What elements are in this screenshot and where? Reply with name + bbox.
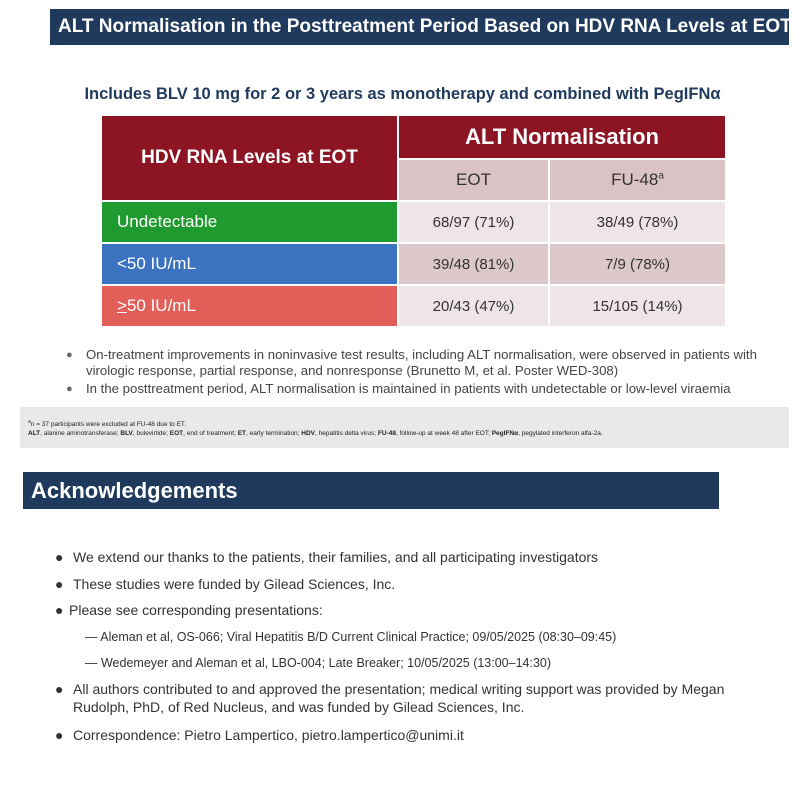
- bullet-icon: ●: [55, 681, 64, 697]
- fu48-superscript: a: [658, 170, 664, 182]
- list-item: [66, 381, 796, 397]
- abbrev-term: EOT: [169, 430, 184, 437]
- abbrev-def: , end of treatment;: [183, 430, 238, 437]
- row-label-ge50: [102, 284, 399, 326]
- list-item: [55, 726, 755, 744]
- ack-text: All authors contributed to and approved the presentation; medical writing support was provided by Megan Rudolph, PhD, of Red Nucleus, and was funded by Gilead Sciences, Inc.: [73, 681, 725, 715]
- list-item: [66, 347, 796, 379]
- cell-eot: 39/48 (81%): [399, 242, 550, 284]
- cell-eot: 68/97 (71%): [399, 200, 550, 242]
- acknowledgements-heading: Acknowledgements: [23, 472, 719, 509]
- abbrev-def: , hepatitis delta virus;: [315, 430, 378, 437]
- row-label-text: 50 IU/mL: [126, 296, 196, 315]
- bullet-icon: ●: [55, 602, 64, 618]
- hdv-rna-header: HDV RNA Levels at EOT: [102, 116, 399, 200]
- list-item: [55, 548, 755, 566]
- bullet-text: In the posttreatment period, ALT normalisation is maintained in patients with undetectable or low-level viraemia: [86, 381, 731, 396]
- bullet-text: On-treatment improvements in noninvasive test results, including ALT normalisation, were observed in patients with virologic response, partial response, and nonresponse (Brunetto M, et al. Poster WED-308): [86, 347, 757, 378]
- ack-text: We extend our thanks to the patients, their families, and all participating investigators: [73, 549, 599, 565]
- row-label-undetectable: Undetectable: [102, 200, 399, 242]
- alt-normalisation-header: ALT Normalisation: [399, 116, 725, 158]
- footnote-text: n = 37 participants were excluded at FU-48 due to ET.: [30, 421, 186, 429]
- table-row: [102, 242, 725, 284]
- bullet-icon: ●: [55, 549, 64, 565]
- cell-eot: 20/43 (47%): [399, 284, 550, 326]
- bullet-icon: ●: [66, 349, 73, 361]
- eot-column-header: EOT: [399, 158, 550, 200]
- ack-text: Please see corresponding presentations:: [69, 602, 323, 618]
- abbrev-term: ET: [237, 430, 247, 437]
- key-findings-list: [66, 347, 796, 399]
- abbrev-term: PegIFNα: [491, 430, 519, 437]
- cell-fu48: 38/49 (78%): [550, 200, 725, 242]
- abbrev-term: HDV: [301, 430, 316, 437]
- table-subtitle: Includes BLV 10 mg for 2 or 3 years as monotherapy and combined with PegIFNα: [84, 85, 721, 103]
- abbrev-term: ALT: [28, 430, 41, 437]
- ack-text: Correspondence: Pietro Lampertico, pietro.lampertico@unimi.it: [73, 727, 464, 743]
- list-item: [55, 601, 755, 619]
- abbrev-def: , early termination;: [246, 430, 302, 437]
- row-label-lt50: <50 IU/mL: [102, 242, 399, 284]
- bullet-icon: ●: [55, 727, 64, 743]
- cell-fu48: 15/105 (14%): [550, 284, 725, 326]
- slide-title: ALT Normalisation in the Posttreatment Period Based on HDV RNA Levels at EOT: [50, 9, 789, 45]
- abbreviations: [28, 430, 603, 437]
- table-row: [102, 284, 725, 326]
- list-item: [55, 680, 755, 716]
- abbrev-term: FU-48: [377, 430, 396, 437]
- abbrev-term: BLV: [120, 430, 133, 437]
- abbrev-def: , follow-up at week 48 after EOT;: [395, 430, 492, 437]
- fu48-column-header: [550, 158, 725, 200]
- abbrev-def: , pegylated interferon alfa-2a.: [518, 430, 603, 437]
- footnote-a: [28, 419, 186, 428]
- footnote-mark: a: [28, 419, 31, 425]
- presentation-item: — Aleman et al, OS-066; Viral Hepatitis B/D Current Clinical Practice; 09/05/2025 (08:30–09:45): [85, 630, 617, 644]
- list-item: [55, 575, 755, 593]
- fu48-label: FU-48: [611, 170, 659, 189]
- abbrev-def: , alanine aminotransferase;: [40, 430, 121, 437]
- bullet-icon: ●: [55, 576, 64, 592]
- ack-text: These studies were funded by Gilead Sciences, Inc.: [73, 576, 396, 592]
- alt-normalisation-table: [102, 116, 725, 326]
- cell-fu48: 7/9 (78%): [550, 242, 725, 284]
- ge-symbol: >: [117, 296, 127, 315]
- abbrev-def: , bulevirtide;: [132, 430, 170, 437]
- presentation-item: — Wedemeyer and Aleman et al, LBO-004; Late Breaker; 10/05/2025 (13:00–14:30): [85, 656, 552, 670]
- table-row: [102, 200, 725, 242]
- bullet-icon: ●: [66, 383, 73, 395]
